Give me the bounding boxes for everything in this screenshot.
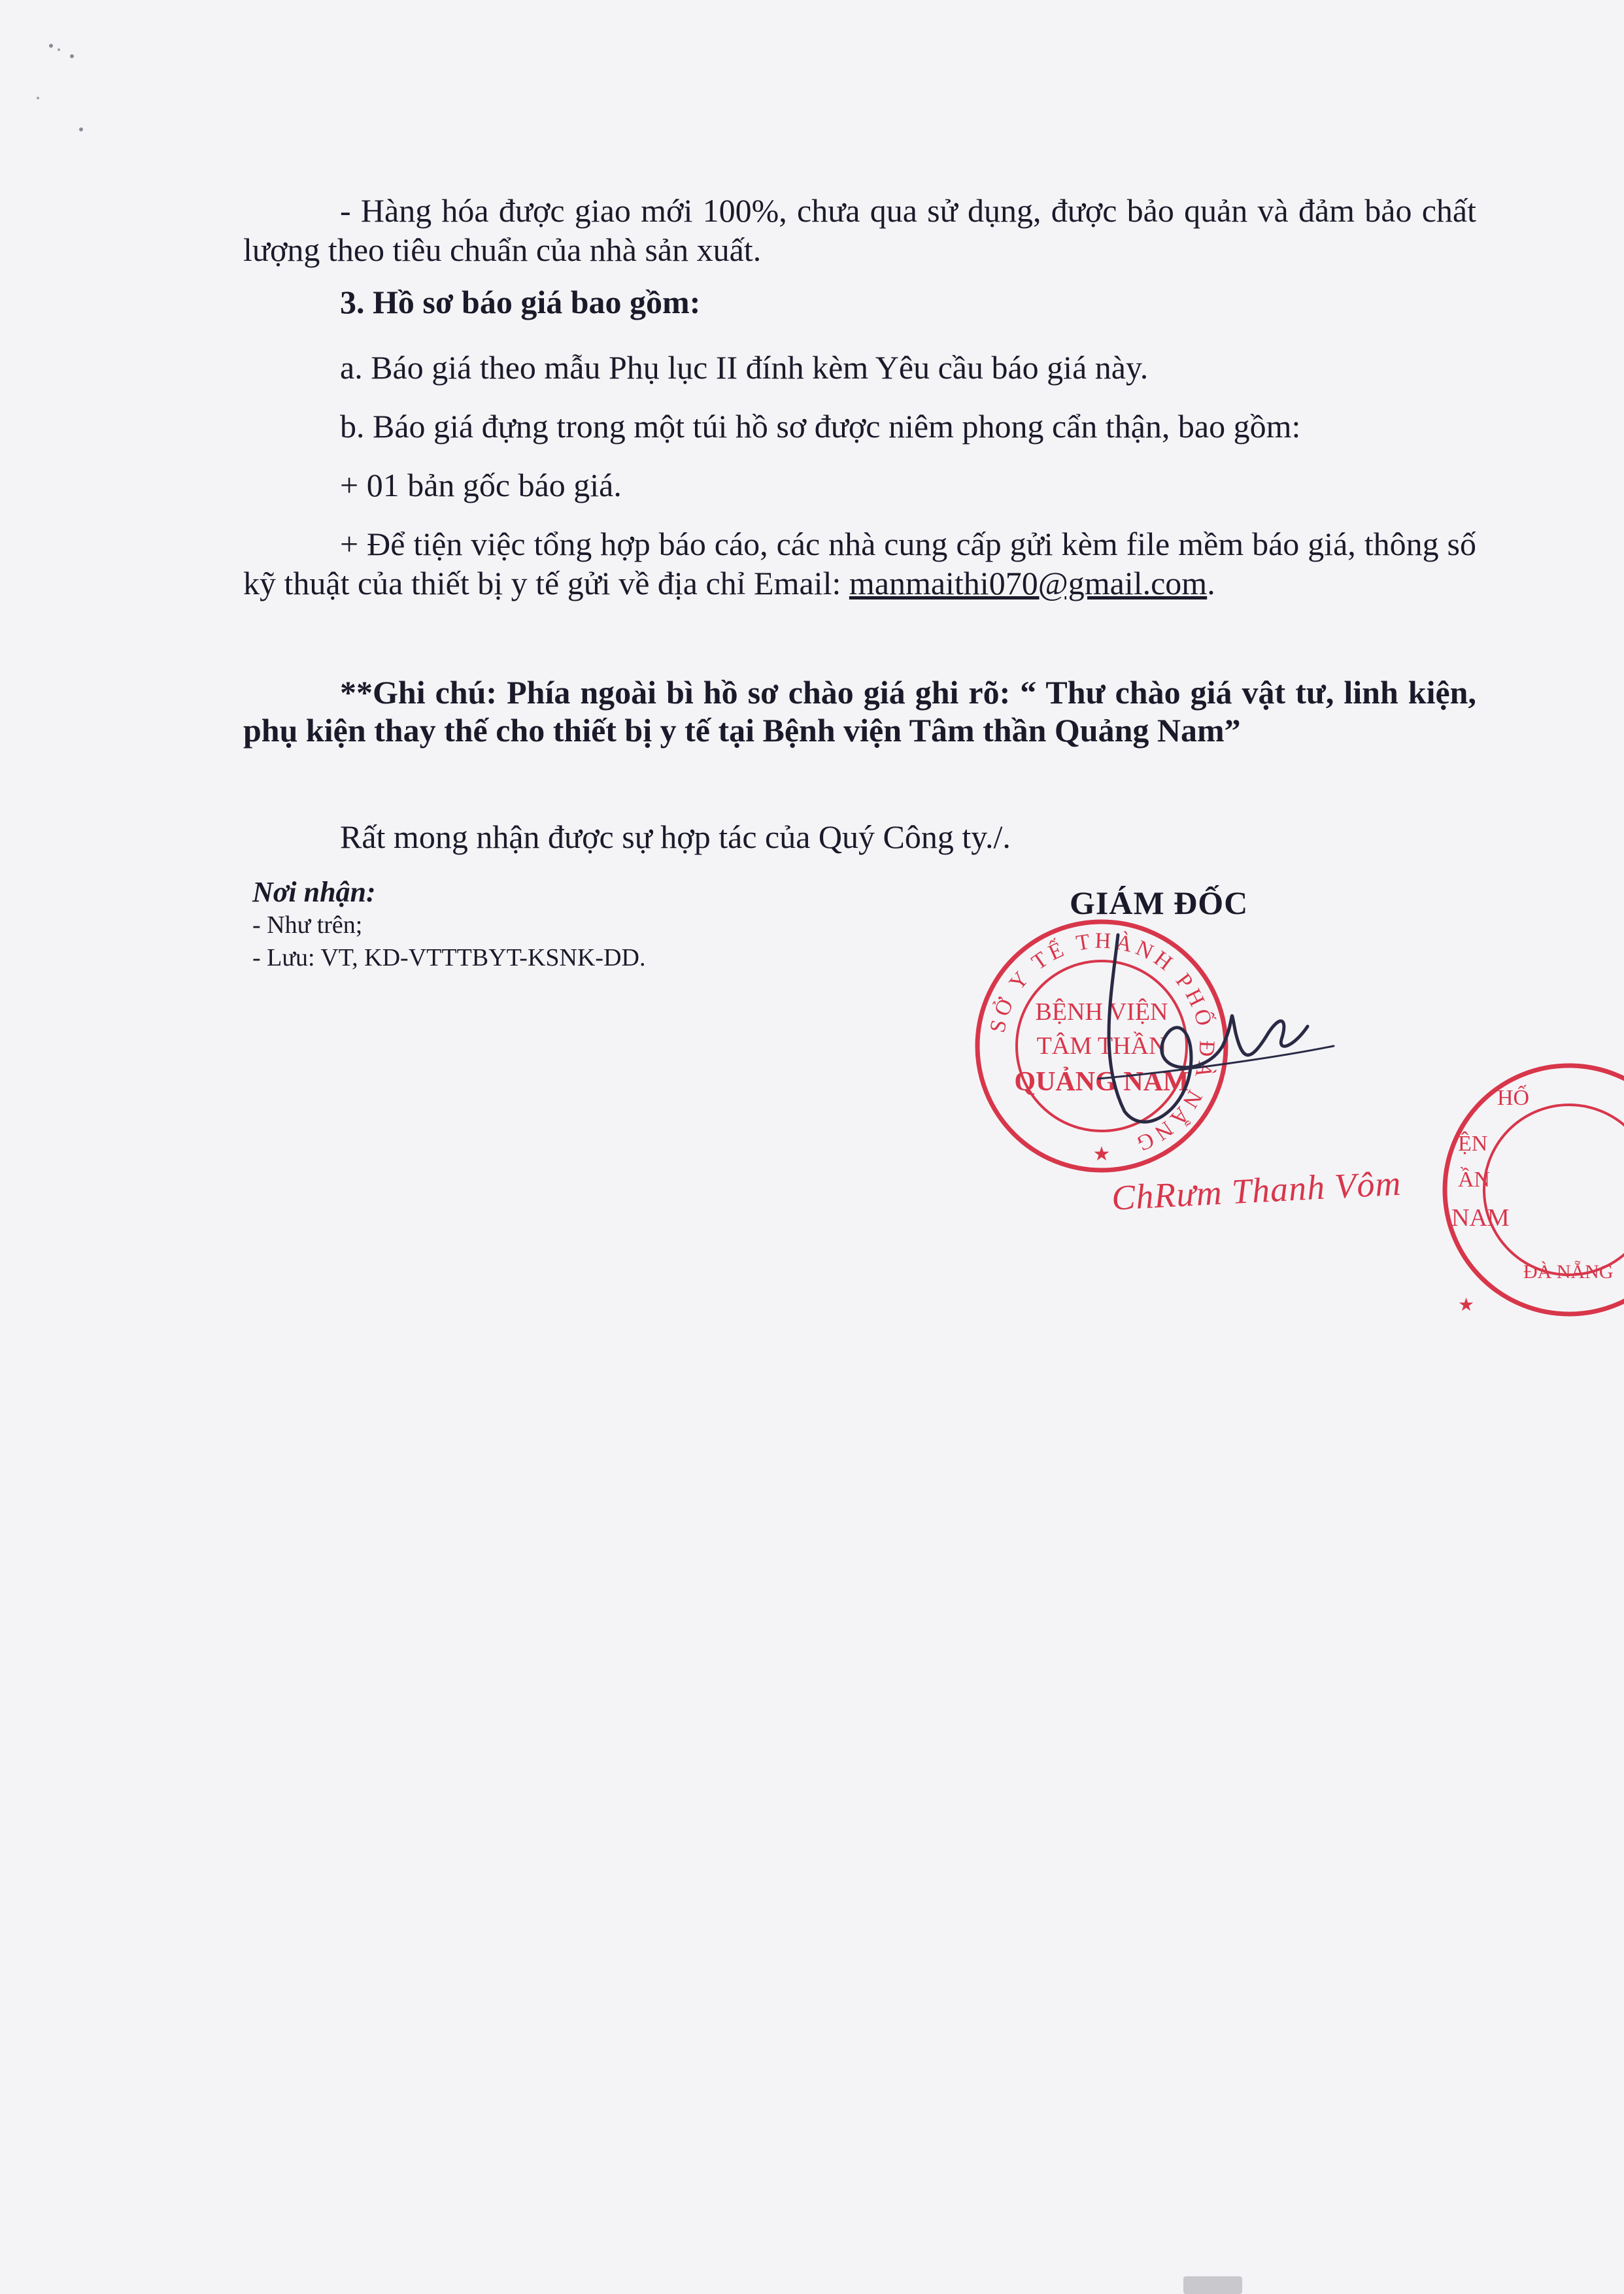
- envelope-note: **Ghi chú: Phía ngoài bì hồ sơ chào giá ghi rõ: “ Thư chào giá vật tư, linh kiện, phụ kiện thay thế cho thiết bị y tế tại Bệnh viện Tâm thần Quảng Nam”: [243, 674, 1476, 749]
- partial-stamp-star-icon: ★: [1458, 1295, 1475, 1315]
- email-link[interactable]: manmaithi070@gmail.com: [849, 565, 1208, 601]
- item-a-paragraph: a. Báo giá theo mẫu Phụ lục II đính kèm Yêu cầu báo giá này.: [340, 349, 1149, 386]
- stamp-line-3: QUẢNG NAM: [1014, 1067, 1189, 1097]
- closing-line: Rất mong nhận được sự hợp tác của Quý Công ty./.: [340, 818, 1011, 855]
- recipients-title: Nơi nhận:: [252, 876, 376, 908]
- section-heading-3: 3. Hồ sơ báo giá bao gồm:: [340, 284, 701, 320]
- partial-stamp-text: ỆN: [1458, 1132, 1488, 1156]
- director-title: GIÁM ĐỐC: [1070, 885, 1249, 921]
- partial-stamp-text: ĐÀ NẴNG: [1523, 1261, 1614, 1283]
- stamp-line-2: TÂM THẦN: [1036, 1032, 1167, 1060]
- stamp-ring-text: SỞ Y TẾ THÀNH PHỐ ĐÀ NẴNG: [985, 928, 1219, 1158]
- recipient-item: - Như trên;: [252, 911, 363, 939]
- director-name: ChRưm Thanh Vôm: [1110, 1163, 1402, 1218]
- scan-specks: [0, 0, 92, 144]
- partial-seal-stamp: [1432, 1053, 1624, 1327]
- stamp-line-1: BỆNH VIỆN: [1035, 998, 1168, 1026]
- softcopy-paragraph: + Để tiện việc tổng hợp báo cáo, các nhà cung cấp gửi kèm file mềm báo giá, thông số kỹ thuật của thiết bị y tế gửi về địa chỉ Email: manmaithi070@gmail.com.: [243, 526, 1476, 601]
- delivery-condition-paragraph: - Hàng hóa được giao mới 100%, chưa qua sử dụng, được bảo quản và đảm bảo chất lượng theo tiêu chuẩn của nhà sản xuất.: [243, 192, 1476, 268]
- partial-stamp-text: HỐ: [1497, 1086, 1530, 1110]
- handwritten-signature: [1072, 915, 1347, 1151]
- scan-edge-mark: [1183, 2276, 1242, 2294]
- partial-stamp-text: ẦN: [1458, 1168, 1491, 1192]
- softcopy-text: + Để tiện việc tổng hợp báo cáo, các nhà cung cấp gửi kèm file mềm báo giá, thông số kỹ thuật của thiết bị y tế gửi về địa chỉ Email:: [243, 526, 1476, 601]
- recipients-block: [252, 876, 645, 974]
- original-copy-paragraph: + 01 bản gốc báo giá.: [340, 467, 622, 503]
- recipient-item: - Lưu: VT, KD-VTTTBYT-KSNK-DD.: [252, 944, 646, 971]
- partial-stamp-text: NAM: [1451, 1204, 1510, 1232]
- stamp-star-icon: ★: [1092, 1143, 1111, 1165]
- item-b-paragraph: b. Báo giá đựng trong một túi hồ sơ được niêm phong cẩn thận, bao gồm:: [340, 408, 1301, 445]
